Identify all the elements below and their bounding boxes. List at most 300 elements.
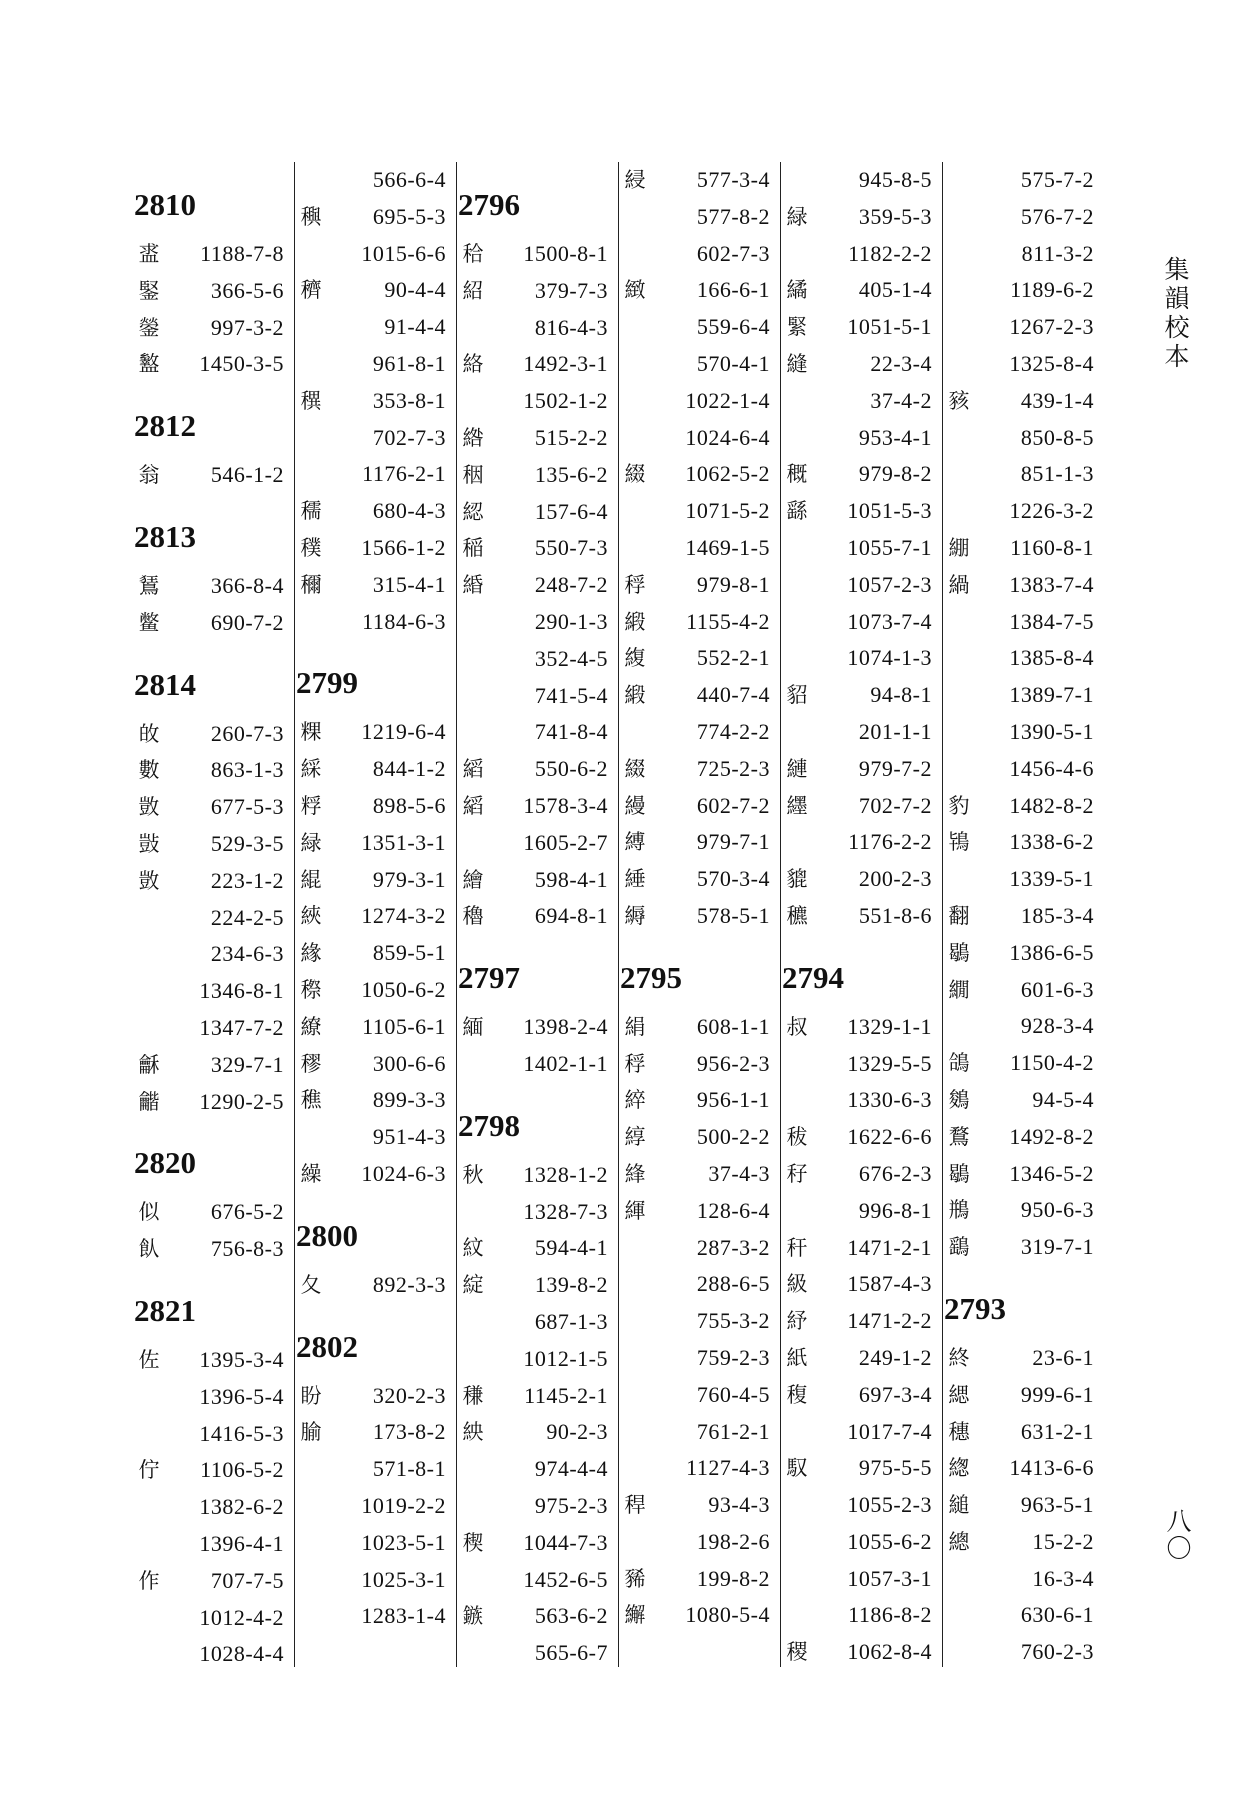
index-entry [132, 605, 294, 642]
entry-character: 豨 [624, 1566, 646, 1591]
index-entry [132, 1231, 294, 1268]
entry-reference: 999-6-1 [1020, 1381, 1094, 1407]
index-entry [618, 1009, 780, 1046]
entry-reference: 1012-4-2 [199, 1604, 284, 1630]
entry-reference: 1290-2-5 [199, 1088, 284, 1114]
entry-character: 縵 [624, 793, 646, 818]
section-number: 2812 [134, 408, 196, 444]
entry-reference: 1176-2-1 [362, 461, 446, 487]
index-entry [780, 456, 942, 493]
entry-character: 秴 [462, 242, 484, 266]
entry-reference: 725-2-3 [696, 755, 770, 781]
index-entry [780, 162, 942, 199]
index-entry [618, 1377, 780, 1414]
index-entry [942, 788, 1104, 825]
entry-character: 綞 [624, 867, 646, 892]
entry-reference: 630-6-1 [1020, 1602, 1094, 1628]
entry-character: 縺 [786, 756, 808, 781]
entry-character: 豹 [948, 793, 970, 818]
index-entry [456, 530, 618, 567]
entry-reference: 694-8-1 [534, 903, 608, 929]
entry-character: 叔 [786, 1014, 808, 1039]
entry-reference: 15-2-2 [1032, 1528, 1094, 1554]
entry-character: 敀 [138, 721, 160, 746]
entry-reference: 594-4-1 [534, 1235, 608, 1261]
index-entry [618, 1156, 780, 1193]
entry-reference: 1176-2-2 [848, 829, 932, 855]
index-entry [780, 1377, 942, 1414]
index-entry [132, 1600, 294, 1637]
index-entry [456, 1378, 618, 1415]
index-entry [942, 751, 1104, 788]
entry-reference: 315-4-1 [372, 571, 446, 597]
entry-character: 稃 [624, 572, 646, 597]
section-heading-row [942, 1266, 1104, 1340]
entry-reference: 676-5-2 [210, 1199, 284, 1225]
index-entry [132, 1636, 294, 1673]
entry-reference: 690-7-2 [210, 609, 284, 635]
entry-reference: 139-8-2 [534, 1272, 608, 1298]
entry-reference: 1492-3-1 [523, 351, 608, 377]
index-entry [618, 1082, 780, 1119]
entry-reference: 1055-2-3 [847, 1492, 932, 1518]
entry-character: 緻 [624, 278, 646, 303]
index-entry [132, 1416, 294, 1453]
entry-reference: 577-3-4 [696, 167, 770, 192]
entry-character: 總 [948, 1529, 970, 1554]
entry-reference: 851-1-3 [1020, 461, 1094, 487]
entry-character: 穮 [786, 903, 808, 928]
entry-reference: 1398-2-4 [523, 1014, 608, 1040]
entry-character: 佐 [138, 1347, 160, 1372]
entry-reference: 1325-8-4 [1009, 350, 1094, 376]
index-entry [780, 1156, 942, 1193]
entry-character: 鵧 [948, 1198, 970, 1223]
index-entry [942, 199, 1104, 236]
index-entry [294, 309, 456, 346]
entry-reference: 1452-6-5 [523, 1566, 608, 1592]
index-entry [618, 199, 780, 236]
index-entry [456, 751, 618, 788]
index-entry [942, 1597, 1104, 1634]
entry-character: 繘 [786, 278, 808, 303]
entry-reference: 201-1-1 [858, 718, 932, 744]
entry-reference: 352-4-5 [534, 645, 608, 671]
entry-character: 緮 [624, 646, 646, 671]
entry-character: 翁 [138, 463, 160, 488]
entry-reference: 22-3-4 [870, 350, 932, 376]
entry-reference: 979-8-1 [696, 571, 770, 597]
index-entry [294, 1046, 456, 1083]
entry-character: 粿 [300, 720, 322, 745]
entry-character: 綘 [624, 1161, 646, 1186]
entry-reference: 1389-7-1 [1009, 682, 1094, 708]
entry-reference: 1339-5-1 [1009, 866, 1094, 892]
index-entry [780, 272, 942, 309]
index-entry [456, 273, 618, 310]
index-entry [618, 309, 780, 346]
entry-reference: 566-6-4 [372, 167, 446, 192]
index-entry [618, 346, 780, 383]
entry-reference: 760-4-5 [696, 1381, 770, 1407]
index-entry [294, 1451, 456, 1488]
entry-reference: 94-5-4 [1032, 1086, 1094, 1112]
entry-reference: 166-6-1 [696, 277, 770, 303]
entry-reference: 928-3-4 [1020, 1013, 1094, 1039]
index-entry [618, 1561, 780, 1598]
entry-character: 綴 [624, 756, 646, 781]
entry-character: 綷 [624, 1088, 646, 1113]
entry-reference: 379-7-3 [534, 277, 608, 303]
entry-character: 稲 [462, 536, 484, 561]
index-entry [456, 788, 618, 825]
entry-reference: 996-8-1 [858, 1197, 932, 1223]
index-entry [780, 383, 942, 420]
entry-reference: 1605-2-7 [523, 829, 608, 855]
index-entry [618, 493, 780, 530]
index-entry [456, 898, 618, 935]
entry-character: 鴿 [948, 1051, 970, 1076]
entry-reference: 950-6-3 [1020, 1197, 1094, 1223]
section-heading-row [132, 642, 294, 716]
index-entry [456, 1635, 618, 1672]
entry-character: 飤 [138, 1237, 160, 1262]
entry-character: 綴 [624, 462, 646, 487]
index-entry [780, 420, 942, 457]
entry-character: 緞 [624, 683, 646, 708]
entry-reference: 1188-7-8 [200, 241, 284, 266]
index-entry [294, 1378, 456, 1415]
index-entry [294, 825, 456, 862]
index-entry [132, 310, 294, 347]
entry-reference: 979-8-2 [858, 461, 932, 487]
index-entry [942, 567, 1104, 604]
index-entry [780, 1082, 942, 1119]
entry-reference: 899-3-3 [372, 1087, 446, 1113]
entry-reference: 601-6-3 [1020, 976, 1094, 1002]
entry-reference: 23-6-1 [1032, 1344, 1094, 1370]
entry-character: 似 [138, 1200, 160, 1225]
index-entry [456, 1046, 618, 1083]
index-entry [294, 162, 456, 199]
entry-character: 繝 [948, 977, 970, 1002]
index-entry [294, 935, 456, 972]
entry-character: 終 [948, 1345, 970, 1370]
entry-character: 稴 [462, 1383, 484, 1408]
index-entry [132, 1452, 294, 1489]
index-entry [942, 236, 1104, 273]
entry-reference: 1471-2-1 [847, 1234, 932, 1260]
entry-reference: 157-6-4 [534, 498, 608, 524]
entry-reference: 963-5-1 [1020, 1492, 1094, 1518]
entry-reference: 1071-5-2 [685, 498, 770, 524]
index-entry [132, 1010, 294, 1047]
index-entry [618, 861, 780, 898]
entry-character: 緊 [786, 315, 808, 340]
index-entry [942, 1340, 1104, 1377]
entry-character: 紹 [462, 278, 484, 303]
section-number: 2794 [782, 959, 844, 995]
index-entry [294, 236, 456, 273]
entry-reference: 759-2-3 [696, 1344, 770, 1370]
entry-reference: 1351-3-1 [361, 829, 446, 855]
entry-reference: 1330-6-3 [847, 1087, 932, 1113]
entry-character: 佇 [138, 1458, 160, 1483]
index-entry [294, 383, 456, 420]
entry-reference: 260-7-3 [210, 720, 284, 746]
entry-reference: 287-3-2 [696, 1234, 770, 1260]
entry-reference: 1329-5-5 [847, 1050, 932, 1076]
index-entry [780, 1414, 942, 1451]
entry-reference: 546-1-2 [210, 462, 284, 488]
entry-reference: 1219-6-4 [361, 719, 446, 745]
entry-reference: 1055-6-2 [847, 1528, 932, 1554]
entry-reference: 816-4-3 [534, 314, 608, 340]
index-entry [780, 604, 942, 641]
section-heading-row [294, 640, 456, 714]
entry-reference: 1456-4-6 [1009, 755, 1094, 781]
section-number: 2797 [458, 960, 520, 996]
entry-reference: 859-5-1 [372, 940, 446, 966]
section-number: 2814 [134, 666, 196, 702]
entry-reference: 249-1-2 [858, 1344, 932, 1370]
entry-character: 鳖 [138, 610, 160, 635]
entry-character: 敳 [138, 868, 160, 893]
index-entry [132, 789, 294, 826]
index-column-3 [456, 162, 619, 1667]
entry-reference: 1328-7-3 [523, 1198, 608, 1224]
entry-character: 紓 [786, 1309, 808, 1334]
entry-reference: 300-6-6 [372, 1050, 446, 1076]
entry-character: 鶡 [948, 940, 970, 965]
entry-reference: 850-8-5 [1020, 424, 1094, 450]
entry-reference: 1044-7-3 [523, 1529, 608, 1555]
index-entry [942, 162, 1104, 199]
index-entry [618, 567, 780, 604]
entry-reference: 570-3-4 [696, 866, 770, 892]
entry-reference: 602-7-2 [696, 792, 770, 818]
entry-character: 綛 [462, 499, 484, 524]
index-entry [618, 714, 780, 751]
entry-reference: 1184-6-3 [362, 608, 446, 634]
index-entry [942, 824, 1104, 861]
section-number: 2810 [134, 187, 196, 222]
index-entry [456, 310, 618, 347]
entry-reference: 1346-5-2 [1009, 1160, 1094, 1186]
index-entry [294, 567, 456, 604]
entry-reference: 956-1-1 [696, 1087, 770, 1113]
entry-character: 鶩 [948, 1124, 970, 1149]
entry-reference: 353-8-1 [372, 387, 446, 413]
entry-reference: 288-6-5 [696, 1271, 770, 1297]
entry-character: 綊 [300, 904, 322, 929]
entry-reference: 1189-6-2 [1010, 277, 1094, 303]
entry-character: 穭 [462, 904, 484, 929]
index-entry [294, 199, 456, 236]
index-entry [132, 457, 294, 494]
index-entry [132, 973, 294, 1010]
index-entry [618, 1340, 780, 1377]
section-number: 2820 [134, 1145, 196, 1181]
index-entry [618, 898, 780, 935]
index-entry [294, 1156, 456, 1193]
index-entry [294, 420, 456, 457]
index-column-4 [618, 162, 781, 1667]
index-entry [132, 1526, 294, 1563]
entry-character: 龢 [138, 1052, 160, 1077]
entry-reference: 1587-4-3 [847, 1271, 932, 1297]
entry-character: 稧 [462, 1530, 484, 1555]
entry-character: 鶡 [948, 1161, 970, 1186]
index-column-6 [942, 162, 1104, 1667]
index-entry [456, 604, 618, 641]
index-entry [942, 640, 1104, 677]
entry-character: 繰 [300, 1161, 322, 1186]
section-number: 2798 [458, 1107, 520, 1143]
index-entry [942, 272, 1104, 309]
index-entry [456, 1451, 618, 1488]
index-entry [456, 1267, 618, 1304]
index-entry [942, 456, 1104, 493]
index-column-5 [780, 162, 943, 1667]
index-entry [456, 1157, 618, 1194]
entry-reference: 1416-5-3 [199, 1420, 284, 1446]
index-entry [942, 898, 1104, 935]
entry-reference: 1396-5-4 [199, 1383, 284, 1409]
entry-character: 秋 [462, 1162, 484, 1187]
index-entry [294, 1488, 456, 1525]
section-heading-row [456, 1083, 618, 1157]
section-heading-row [294, 1193, 456, 1267]
entry-reference: 1346-8-1 [199, 978, 284, 1004]
entry-character: 緣 [300, 941, 322, 966]
entry-character: 穤 [300, 499, 322, 524]
entry-character: 龤 [138, 1089, 160, 1114]
entry-character: 穓 [300, 388, 322, 413]
entry-character: 穗 [948, 1419, 970, 1444]
entry-reference: 997-3-2 [210, 314, 284, 340]
index-entry [942, 530, 1104, 567]
index-entry [942, 1156, 1104, 1193]
index-entry [618, 236, 780, 273]
entry-reference: 91-4-4 [384, 314, 446, 340]
entry-reference: 1062-5-2 [685, 461, 770, 487]
index-entry [456, 1194, 618, 1231]
entry-reference: 1012-1-5 [523, 1345, 608, 1371]
entry-reference: 961-8-1 [372, 350, 446, 376]
index-entry [942, 1414, 1104, 1451]
entry-reference: 1385-8-4 [1009, 645, 1094, 671]
entry-reference: 1622-6-6 [847, 1124, 932, 1150]
entry-reference: 1396-4-1 [199, 1530, 284, 1556]
entry-reference: 898-5-6 [372, 792, 446, 818]
index-entry [618, 1193, 780, 1230]
section-number: 2802 [296, 1328, 358, 1364]
index-entry [132, 1489, 294, 1526]
index-entry [132, 1563, 294, 1600]
index-entry [780, 1561, 942, 1598]
entry-reference: 1145-2-1 [524, 1382, 608, 1408]
entry-reference: 1450-3-5 [199, 351, 284, 377]
entry-reference: 1382-6-2 [199, 1494, 284, 1520]
entry-character: 盼 [300, 1383, 322, 1408]
entry-character: 秄 [786, 1161, 808, 1186]
entry-reference: 320-2-3 [372, 1382, 446, 1408]
section-number: 2800 [296, 1217, 358, 1253]
entry-character: 秡 [786, 1125, 808, 1150]
index-entry [942, 1045, 1104, 1082]
index-entry [618, 1414, 780, 1451]
index-entry [780, 1450, 942, 1487]
entry-character: 鎣 [138, 315, 160, 340]
entry-reference: 515-2-2 [534, 424, 608, 450]
index-entry [294, 1525, 456, 1562]
entry-character: 穋 [300, 1051, 322, 1076]
index-entry [942, 493, 1104, 530]
entry-reference: 565-6-7 [534, 1640, 608, 1666]
index-entry [780, 788, 942, 825]
index-entry [618, 1046, 780, 1083]
entry-reference: 1267-2-3 [1009, 314, 1094, 340]
index-entry [456, 1488, 618, 1525]
entry-character: 翻 [948, 903, 970, 928]
entry-reference: 1338-6-2 [1009, 829, 1094, 855]
entry-reference: 1402-1-1 [523, 1050, 608, 1076]
entry-reference: 329-7-1 [210, 1051, 284, 1077]
index-entry [942, 972, 1104, 1009]
section-heading-row [456, 935, 618, 1009]
index-entry [942, 1192, 1104, 1229]
index-entry [132, 346, 294, 383]
index-entry [618, 162, 780, 199]
entry-reference: 755-3-2 [696, 1308, 770, 1334]
entry-character: 貂 [786, 683, 808, 708]
index-entry [294, 493, 456, 530]
entry-reference: 575-7-2 [1020, 167, 1094, 192]
entry-character: 粰 [300, 793, 322, 818]
index-entry [618, 383, 780, 420]
entry-reference: 863-1-3 [210, 757, 284, 783]
entry-character: 鴇 [948, 830, 970, 855]
entry-reference: 550-7-3 [534, 535, 608, 561]
index-entry [132, 273, 294, 310]
entry-reference: 1073-7-4 [847, 608, 932, 634]
entry-character: 紻 [462, 1420, 484, 1445]
entry-character: 作 [138, 1568, 160, 1593]
entry-character: 緺 [948, 572, 970, 597]
index-entry [942, 1119, 1104, 1156]
entry-reference: 979-3-1 [372, 866, 446, 892]
index-entry [132, 1379, 294, 1416]
index-entry [942, 604, 1104, 641]
index-column-1 [132, 162, 295, 1667]
index-entry [294, 530, 456, 567]
entry-reference: 811-3-2 [1021, 240, 1094, 266]
entry-reference: 577-8-2 [696, 203, 770, 229]
index-entry [780, 1193, 942, 1230]
entry-reference: 695-5-3 [372, 203, 446, 229]
entry-reference: 248-7-2 [534, 572, 608, 598]
entry-reference: 366-5-6 [210, 277, 284, 303]
entry-reference: 1055-7-1 [847, 534, 932, 560]
index-entry [618, 272, 780, 309]
index-entry [294, 1267, 456, 1304]
entry-reference: 844-1-2 [372, 756, 446, 782]
entry-reference: 359-5-3 [858, 203, 932, 229]
entry-reference: 1017-7-4 [847, 1418, 932, 1444]
entry-reference: 198-2-6 [696, 1528, 770, 1554]
entry-reference: 677-5-3 [210, 794, 284, 820]
